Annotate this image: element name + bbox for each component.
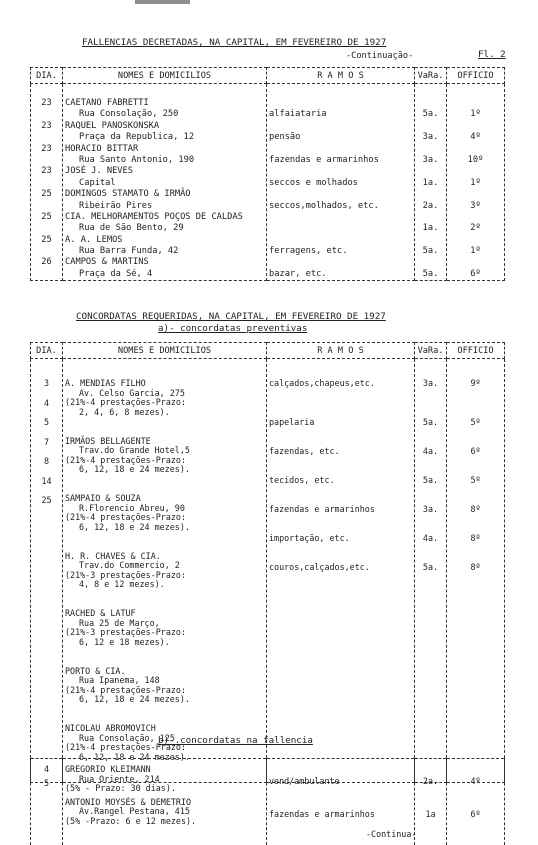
spacer xyxy=(33,506,60,516)
vara: 5a. xyxy=(417,246,444,257)
registrant-name: GREGORIO KLEIMANN xyxy=(65,765,264,775)
vara: 3a. xyxy=(417,155,444,166)
ramo xyxy=(269,223,412,234)
registrant-name: A. MENDIAS FILHO xyxy=(65,379,264,389)
officio: 1º xyxy=(449,178,502,189)
dia: 25 xyxy=(33,496,60,506)
preventivas-body xyxy=(31,359,505,783)
col-vara: VaRa. xyxy=(415,343,447,359)
registrant-name: CAETANO FABRETTI xyxy=(65,98,264,109)
spacer xyxy=(449,572,502,582)
ramo: bazar, etc. xyxy=(269,269,412,280)
officio: 6º xyxy=(449,447,502,457)
ramo: fazendas e armarinhos xyxy=(269,505,412,515)
spacer xyxy=(417,514,444,524)
vara: 3a. xyxy=(417,132,444,143)
spacer xyxy=(417,389,444,409)
ramo: ferragens, etc. xyxy=(269,246,412,257)
spacer xyxy=(417,543,444,553)
spacer xyxy=(269,798,412,810)
spacer xyxy=(65,647,264,667)
sheet-label: Fl. 2 xyxy=(478,50,506,59)
vara: 1a. xyxy=(417,223,444,234)
ramo: fazendas e armarinhos xyxy=(269,810,412,820)
ramo: seccos e molhados xyxy=(269,178,412,189)
vara: 4a. xyxy=(417,447,444,457)
spacer xyxy=(65,705,264,725)
officio: 10º xyxy=(449,155,502,166)
ramo: vend/ambulante xyxy=(269,777,412,787)
vara: 5a. xyxy=(417,418,444,428)
spacer xyxy=(417,485,444,495)
col-ramos: R A M O S xyxy=(267,68,415,84)
concordata-prazo: 2, 4, 6, 8 mezes). xyxy=(65,408,264,418)
spacer xyxy=(449,798,502,810)
officio: 4º xyxy=(449,777,502,787)
registrant-address: Trav.do Grande Hotel,5 xyxy=(65,446,264,456)
vara: 5a. xyxy=(417,109,444,120)
vara: 5a. xyxy=(417,563,444,573)
officio: 2º xyxy=(449,223,502,234)
registrant-address: Rua Oriente, 214 xyxy=(65,775,264,785)
dia: 23 xyxy=(33,144,60,155)
registrant-address: Rua Barra Funda, 42 xyxy=(65,246,264,257)
fallencias-body xyxy=(31,84,505,281)
registrant-name: RAQUEL PANOSKONSKA xyxy=(65,121,264,132)
spacer xyxy=(449,456,502,466)
dia: 26 xyxy=(33,257,60,268)
registrant-name: CIA. MELHORAMENTOS POÇOS DE CALDAS xyxy=(65,212,264,223)
ramo: alfaiataria xyxy=(269,109,412,120)
registrant-address: R.Florencio Abreu, 90 xyxy=(65,504,264,514)
concordata-terms: (5% -Prazo: 6 e 12 mezes). xyxy=(65,817,264,827)
concordata-terms: (21%-3 prestações-Prazo: xyxy=(65,571,264,581)
table-header xyxy=(31,68,505,84)
spacer xyxy=(449,514,502,524)
dia: 25 xyxy=(33,189,60,200)
registrant-name: A. A. LEMOS xyxy=(65,235,264,246)
dia: 8 xyxy=(33,457,60,467)
registrant-name: H. R. CHAVES & CIA. xyxy=(65,552,264,562)
vara: 1a. xyxy=(417,178,444,189)
registrant-address: Capital xyxy=(65,178,264,189)
col-officio: OFFICIO xyxy=(447,343,505,359)
spacer xyxy=(33,467,60,477)
concordata-prazo: 6, 12 e 18 mezes). xyxy=(65,638,264,648)
officio: 3º xyxy=(449,201,502,212)
concordata-prazo: 6, 12, 18 e 24 mezes). xyxy=(65,753,264,763)
ramo: pensão xyxy=(269,132,412,143)
vara: 5a. xyxy=(417,476,444,486)
concordata-terms: (21%-4 prestações-Prazo: xyxy=(65,743,264,753)
officio: 5º xyxy=(449,418,502,428)
registrant-name: DOMINGOS STAMATO & IRMÃO xyxy=(65,189,264,200)
concordata-terms: (21%-4 prestações-Prazo: xyxy=(65,686,264,696)
vara: 3a. xyxy=(417,379,444,389)
dia: 23 xyxy=(33,98,60,109)
officio: 8º xyxy=(449,505,502,515)
spacer xyxy=(269,543,412,553)
dia: 14 xyxy=(33,477,60,487)
dia: 23 xyxy=(33,166,60,177)
dia: 5 xyxy=(33,418,60,428)
dia: 5 xyxy=(33,779,60,789)
officio: 4º xyxy=(449,132,502,143)
spacer xyxy=(65,417,264,437)
registrant-address: Rua de São Bento, 29 xyxy=(65,223,264,234)
page-title: FALLENCIAS DECRETADAS, NA CAPITAL, EM FEVEREIRO DE 1927 xyxy=(82,38,386,47)
registrant-address: Rua 25 de Março, xyxy=(65,619,264,629)
table-header xyxy=(31,343,505,359)
vara: 3a. xyxy=(417,505,444,515)
officio: 1º xyxy=(449,246,502,257)
ramo: calçados,chapeus,etc. xyxy=(269,379,412,389)
spacer xyxy=(269,456,412,466)
officio: 6º xyxy=(449,810,502,820)
registrant-name: SAMPAIO & SOUZA xyxy=(65,494,264,504)
col-officio: OFFICIO xyxy=(447,68,505,84)
col-vara: VaRa. xyxy=(415,68,447,84)
fallencias-table xyxy=(30,67,505,281)
concordata-prazo: 6, 12, 18 e 24 mezes). xyxy=(65,465,264,475)
ink-smudge xyxy=(135,0,190,4)
registrant-name: PORTO & CIA. xyxy=(65,667,264,677)
spacer xyxy=(449,543,502,553)
concordata-terms: (21%-4 prestações-Prazo: xyxy=(65,513,264,523)
concordata-terms: (21%-3 prestações-Prazo: xyxy=(65,628,264,638)
concordata-terms: (5% - Prazo: 30 dias). xyxy=(65,784,264,794)
spacer xyxy=(269,514,412,524)
section-b-title: b)-.concordatas na fallencia xyxy=(158,736,313,745)
spacer xyxy=(417,427,444,437)
col-dia: DIA. xyxy=(31,343,63,359)
registrant-name: HORACIO BITTAR xyxy=(65,144,264,155)
concordata-prazo: 4, 8 e 12 mezes). xyxy=(65,580,264,590)
dia: 4 xyxy=(33,765,60,775)
spacer xyxy=(269,572,412,582)
officio: 1º xyxy=(449,109,502,120)
ramo: fazendas e armarinhos xyxy=(269,155,412,166)
registrant-address: Rua Consolação, 125 xyxy=(65,734,264,744)
registrant-address: Rua Santo Antonio, 190 xyxy=(65,155,264,166)
dia: 7 xyxy=(33,438,60,448)
continua-note: -Continua- xyxy=(366,830,416,838)
spacer xyxy=(449,427,502,437)
na-fallencia-table xyxy=(30,758,505,845)
spacer xyxy=(65,590,264,610)
spacer xyxy=(65,826,264,830)
spacer xyxy=(33,389,60,399)
dia: 25 xyxy=(33,212,60,223)
spacer xyxy=(449,389,502,409)
dia: 25 xyxy=(33,235,60,246)
spacer xyxy=(269,485,412,495)
concordata-terms: (21%-4 prestações-Prazo: xyxy=(65,398,264,408)
registrant-name: NICOLAU ABROMOVICH xyxy=(65,724,264,734)
ramo: papelaria xyxy=(269,418,412,428)
concordata-terms: (21%-4 prestações-Prazo: xyxy=(65,456,264,466)
concordatas-title: CONCORDATAS REQUERIDAS, NA CAPITAL, EM FEVEREIRO DE 1927 xyxy=(76,312,386,321)
preventivas-table xyxy=(30,342,505,783)
officio: 9º xyxy=(449,379,502,389)
registrant-address: Trav.do Commercio, 2 xyxy=(65,561,264,571)
registrant-address: Av.Rangel Pestana, 415 xyxy=(65,807,264,817)
concordata-prazo: 6, 12, 18 e 24 mezes). xyxy=(65,695,264,705)
dia: 4 xyxy=(33,399,60,409)
spacer xyxy=(417,572,444,582)
col-ramos: R A M O S xyxy=(267,343,415,359)
registrant-address: Praça da Republica, 12 xyxy=(65,132,264,143)
vara: 2a. xyxy=(417,201,444,212)
dia: 23 xyxy=(33,121,60,132)
ramo: couros,calçados,etc. xyxy=(269,563,412,573)
registrant-name: CAMPOS & MARTINS xyxy=(65,257,264,268)
registrant-address: Rua Consolação, 250 xyxy=(65,109,264,120)
vara: 4a. xyxy=(417,534,444,544)
spacer xyxy=(33,788,60,792)
officio: 8º xyxy=(449,563,502,573)
spacer xyxy=(417,798,444,810)
ramo: fazendas, etc. xyxy=(269,447,412,457)
vara: 5a. xyxy=(417,269,444,280)
dia: 3 xyxy=(33,379,60,389)
spacer xyxy=(269,787,412,798)
officio: 5º xyxy=(449,476,502,486)
spacer xyxy=(33,428,60,438)
col-dia: DIA. xyxy=(31,68,63,84)
continuation-note: -Continuação- xyxy=(346,52,413,61)
ramo: seccos,molhados, etc. xyxy=(269,201,412,212)
spacer xyxy=(449,787,502,798)
col-nomes: NOMES E DOMICILIOS xyxy=(63,343,267,359)
spacer xyxy=(65,475,264,495)
registrant-name: JOSÉ J. NEVES xyxy=(65,166,264,177)
col-nomes: NOMES E DOMICILIOS xyxy=(63,68,267,84)
vara: 2a. xyxy=(417,777,444,787)
spacer xyxy=(417,456,444,466)
spacer xyxy=(417,787,444,798)
section-a-title: a)- concordatas preventivas xyxy=(158,324,307,333)
spacer xyxy=(269,389,412,409)
ramo: tecidos, etc. xyxy=(269,476,412,486)
ramo: importação, etc. xyxy=(269,534,412,544)
registrant-name: RACHED & LATUF xyxy=(65,609,264,619)
concordata-prazo: 6, 12, 18 e 24 mezes). xyxy=(65,523,264,533)
registrant-name: ANTONIO MOYSÉS & DEMETRIO xyxy=(65,798,264,808)
spacer xyxy=(269,427,412,437)
registrant-name: IRMÃOS BELLAGENTE xyxy=(65,437,264,447)
vara: 1a xyxy=(417,810,444,820)
officio: 8º xyxy=(449,534,502,544)
registrant-address: Praça da Sé, 4 xyxy=(65,269,264,280)
spacer xyxy=(65,532,264,552)
registrant-address: Ribeirão Pires xyxy=(65,201,264,212)
registrant-address: Rua Ipanema, 148 xyxy=(65,676,264,686)
spacer xyxy=(449,485,502,495)
registrant-address: Av. Celso Garcia, 275 xyxy=(65,389,264,399)
na-fallencia-body xyxy=(31,759,505,845)
officio: 6º xyxy=(449,269,502,280)
